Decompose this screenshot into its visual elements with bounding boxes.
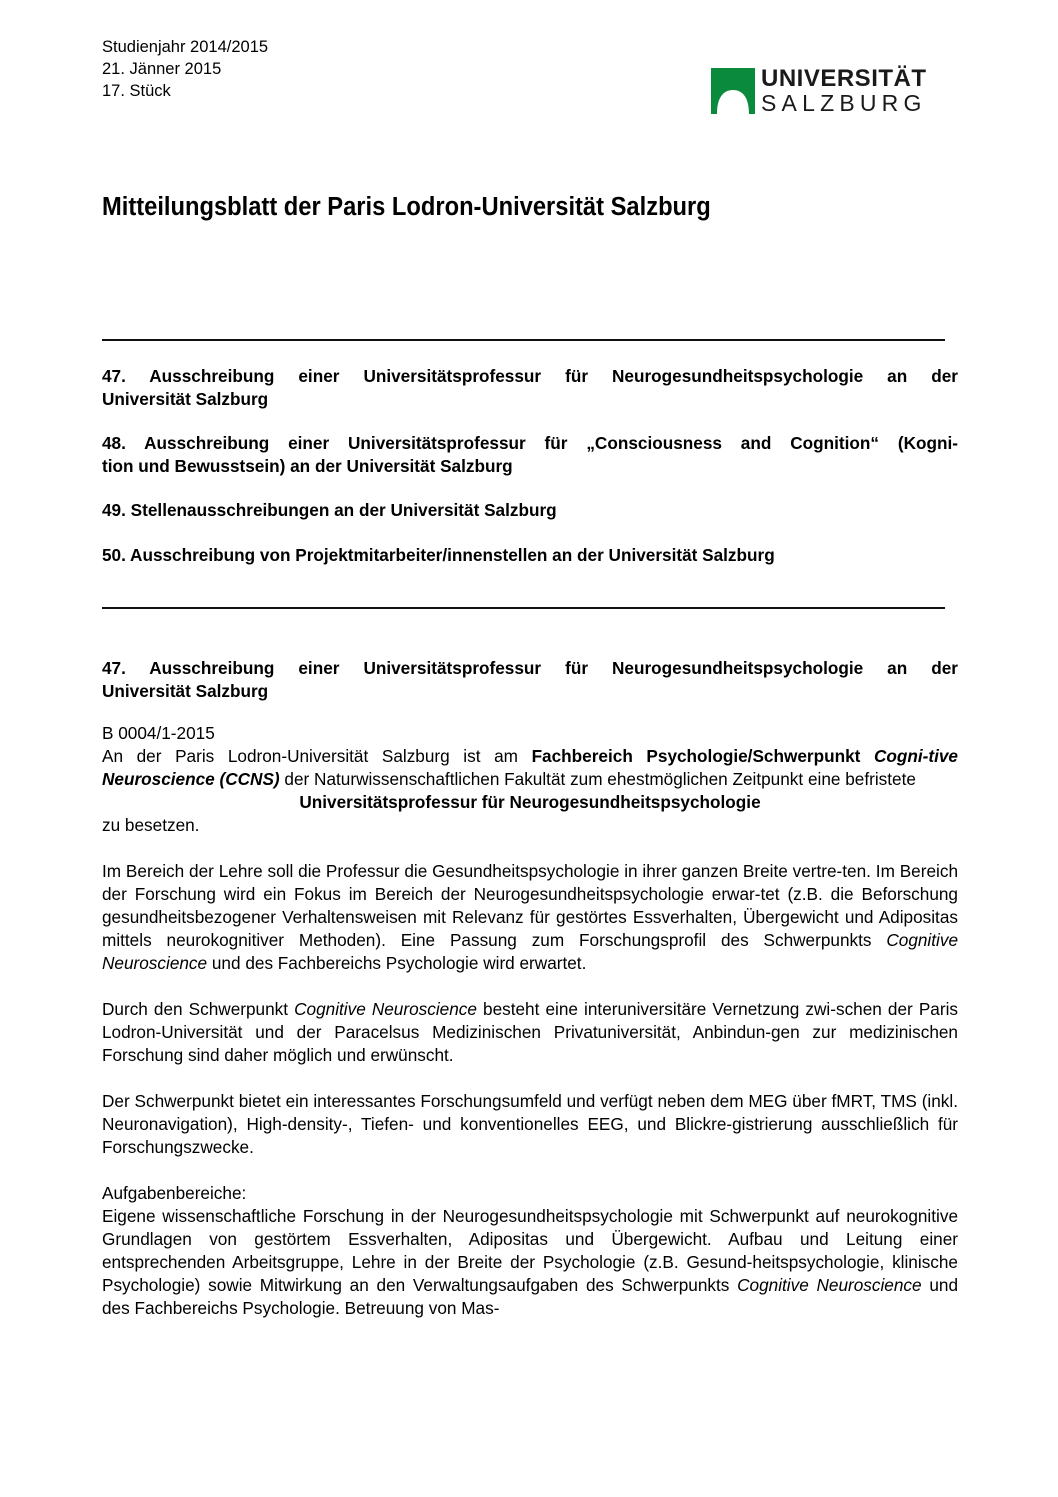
to-fill-text: zu besetzen. [102,815,200,835]
paragraph-equipment: Der Schwerpunkt bietet ein interessantes Forschungsumfeld und verfügt neben dem MEG über fMRT, TMS (inkl. Neuronavigation), High-density-, Tiefen- und konventionelles EEG, und Blickre-gistrierung ausschließlich für Forschungszwecke. [102,1091,958,1157]
paragraph-teaching-research: Im Bereich der Lehre soll die Professur die Gesundheitspsychologie in ihrer ganzen Breite vertre-ten. Im Bereich der Forschung wird ein Fokus im Bereich der Neurogesundheitspsychologie erwar-tet (z.B. die Beforschung gesundheitsbezogener Verhaltensweisen mit Relevanz für gestörtes Essverhalten, Übergewicht und Adipositas mittels neurokognitiver Methoden). Eine Passung zum Forschungsprofil des Schwerpunkts Cognitive Neuroscience und des Fachbereichs Psychologie wird erwartet. [102,861,958,973]
logo-arch-icon [711,68,755,114]
issue-number: 17. Stück [102,82,171,100]
reference-number: B 0004/1-2015 [102,723,215,743]
toc-item-47[interactable]: 47. Ausschreibung einer Universitätsprofessur für Neurogesundheitspsychologie an der Universität Salzburg [102,366,958,409]
table-of-contents [102,365,958,585]
toc-item-50[interactable]: 50. Ausschreibung von Projektmitarbeiter/innenstellen an der Universität Salzburg [102,545,775,565]
issue-date: 21. Jänner 2015 [102,60,222,78]
tasks-label: Aufgabenbereiche: [102,1183,247,1203]
paragraph-network: Durch den Schwerpunkt Cognitive Neuroscience besteht eine interuniversitäre Vernetzung zwi-schen der Paris Lodron-Universität und der Paracelsus Medizinischen Privatuniversität, Anbindun-gen zur medizinischen Forschung sind daher möglich und erwünscht. [102,999,958,1065]
toc-item-49[interactable]: 49. Stellenausschreibungen an der Universität Salzburg [102,500,557,520]
divider-top [102,339,945,341]
university-logo [711,65,927,118]
logo-text-universitaet: UNIVERSITÄT [761,65,927,92]
position-title: Universitätsprofessur für Neurogesundheitspsychologie [299,792,761,812]
logo-text-salzburg: SALZBURG [761,90,927,116]
intro-paragraph: An der Paris Lodron-Universität Salzburg ist am Fachbereich Psychologie/Schwerpunkt Cogni-tive Neuroscience (CCNS) der Naturwissenschaftlichen Fakultät zum ehestmöglichen Zeitpunkt eine befristete [102,746,958,789]
divider-bottom [102,607,945,609]
section-body [102,722,958,1320]
toc-item-48[interactable]: 48. Ausschreibung einer Universitätsprofessur für „Consciousness and Cognition“ (Kogni- tion und Bewusstsein) an der Universität Salzburg [102,433,958,476]
page-title: Mitteilungsblatt der Paris Lodron-Universität Salzburg [102,193,711,221]
paragraph-tasks: Eigene wissenschaftliche Forschung in der Neurogesundheitspsychologie mit Schwerpunkt auf neurokognitive Grundlagen von gestörtem Essverhalten, Adipositas und Übergewicht. Aufbau und Leitung einer entsprechenden Arbeitsgruppe, Lehre in der Breite der Psychologie (z.B. Gesund-heitspsychologie, klinische Psychologie) sowie Mitwirkung an den Verwaltungsaufgaben des Schwerpunkts Cognitive Neuroscience und des Fachbereichs Psychologie. Betreuung von Mas- [102,1206,959,1318]
issue-meta [102,36,268,102]
academic-year: Studienjahr 2014/2015 [102,38,269,56]
section-heading: 47. Ausschreibung einer Universitätsprofessur für Neurogesundheitspsychologie an der Universität Salzburg [102,658,958,701]
